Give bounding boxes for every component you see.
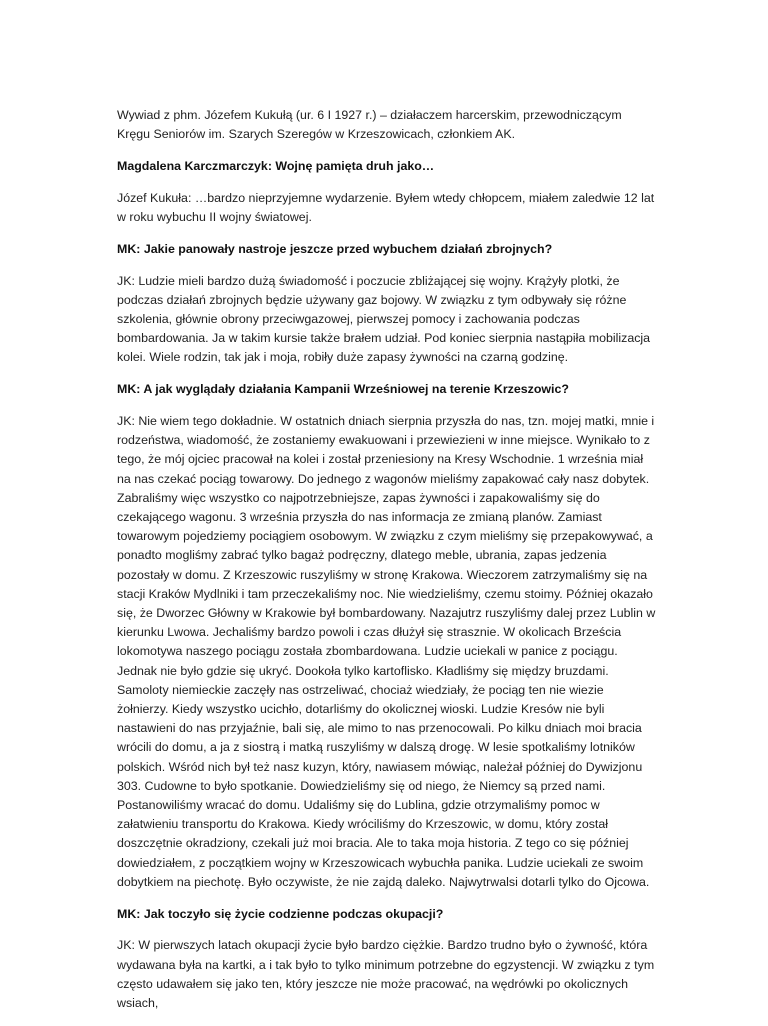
answer-1: Józef Kukuła: …bardzo nieprzyjemne wydarzenie. Byłem wtedy chłopcem, miałem zaledwie 12 lat w roku wybuchu II wojny światowej. — [117, 190, 655, 224]
answer-2: JK: Ludzie mieli bardzo dużą świadomość i poczucie zbliżającej się wojny. Krążyły plotki, że podczas działań zbrojnych będzie używany gaz bojowy. W związku z tym odbywały się różne szkolenia, głównie obrony przeciwgazowej, pierwszej pomocy i zachowania podczas bombardowania. Ja w takim kursie także brałem udział. Pod koniec sierpnia nastąpiła mobilizacja kolei. Wiele rodzin, tak jak i moja, robiły duże zapasy żywności na czarną godzinę. — [117, 273, 651, 365]
answer-3: JK: Nie wiem tego dokładnie. W ostatnich dniach sierpnia przyszła do nas, tzn. mojej matki, mnie i rodzeństwa, wiadomość, że zostaniemy ewakuowani i przewiezieni w inne miejsce. Wynikało to z tego, że mój ojciec pracował na kolei i został przeniesiony na Kresy Wschodnie. 1 września miał na nas czekać pociąg towarowy. Do jednego z wagonów mieliśmy zapakować cały nasz dobytek. Zabraliśmy więc wszystko co najpotrzebniejsze, zapas żywności i zapakowaliśmy się do czekającego wagonu. 3 września przyszła do nas informacja ze zmianą planów. Zamiast towarowym pojedziemy pociągiem osobowym. W związku z czym mieliśmy się przepakowywać, a ponadto mogliśmy zabrać tylko bagaż podręczny, dlatego meble, ubrania, zapas jedzenia pozostały w domu. Z Krzeszowic ruszyliśmy w stronę Krakowa. Wieczorem zatrzymaliśmy się na stacji Kraków Mydlniki i tam przeczekaliśmy noc. Nie wiedzieliśmy, czemu stoimy. Później okazało się, że Dworzec Główny w Krakowie był bombardowany. Nazajutrz ruszyliśmy dalej przez Lublin w kierunku Lwowa. Jechaliśmy bardzo powoli i czas dłużył się strasznie. W okolicach Brześcia lokomotywa naszego pociągu została zbombardowana. Ludzie uciekali w panice z pociągu. Jednak nie było gdzie się ukryć. Dookoła tylko kartoflisko. Kładliśmy się między bruzdami. Samoloty niemieckie zaczęły nas ostrzeliwać, chociaż wiedziały, że pociąg ten nie wiezie żołnierzy. Kiedy wszystko ucichło, dotarliśmy do okolicznej wioski. Ludzie Kresów nie byli nastawieni do nas przyjaźnie, bali się, ale mimo to nas przenocowali. Po kilku dniach moi bracia wrócili do domu, a ja z siostrą i matką ruszyliśmy w dalszą drogę. W lesie spotkaliśmy lotników polskich. Wśród nich był też nasz kuzyn, który, nawiasem mówiąc, należał później do Dywizjonu 303. Cudowne to było spotkanie. Dowiedzieliśmy się od niego, że Niemcy są przed nami. Postanowiliśmy wracać do domu. Udaliśmy się do Lublina, gdzie otrzymaliśmy pomoc w załatwieniu transportu do Krakowa. Kiedy wróciliśmy do Krzeszowic, w domu, który został doszczętnie okradziony, czekali już moi bracia. Ale to taka moja historia. Z tego co się później dowiedziałem, z początkiem wojny w Krzeszowicach wybuchła panika. Ludzie uciekali ze swoim dobytkiem na piechotę. Było oczywiste, że nie zajdą daleko. Najwytrwalsi dotarli tylko do Ojcowa. — [117, 414, 656, 889]
question-1: Magdalena Karczmarczyk: Wojnę pamięta druh jako… — [117, 159, 435, 173]
question-3: MK: A jak wyglądały działania Kampanii Wrześniowej na terenie Krzeszowic? — [117, 382, 569, 397]
intro-paragraph: Wywiad z phm. Józefem Kukułą (ur. 6 I 1927 r.) – działaczem harcerskim, przewodniczącym Kręgu Seniorów im. Szarych Szeregów w Krzeszowicach, członkiem AK. — [117, 108, 622, 142]
interview-text — [117, 106, 657, 1026]
question-4: MK: Jak toczyło się życie codzienne podczas okupacji? — [117, 906, 444, 921]
question-2: MK: Jakie panowały nastroje jeszcze przed wybuchem działań zbrojnych? — [117, 241, 553, 256]
answer-4: JK: W pierwszych latach okupacji życie było bardzo ciężkie. Bardzo trudno było o żywność, która wydawana była na kartki, a i tak było to tylko minimum potrzebne do egzystencji. W związku z tym często udawałem się jako ten, który jeszcze nie może pracować, na wędrówki po okolicznych wsiach, — [117, 938, 655, 1011]
